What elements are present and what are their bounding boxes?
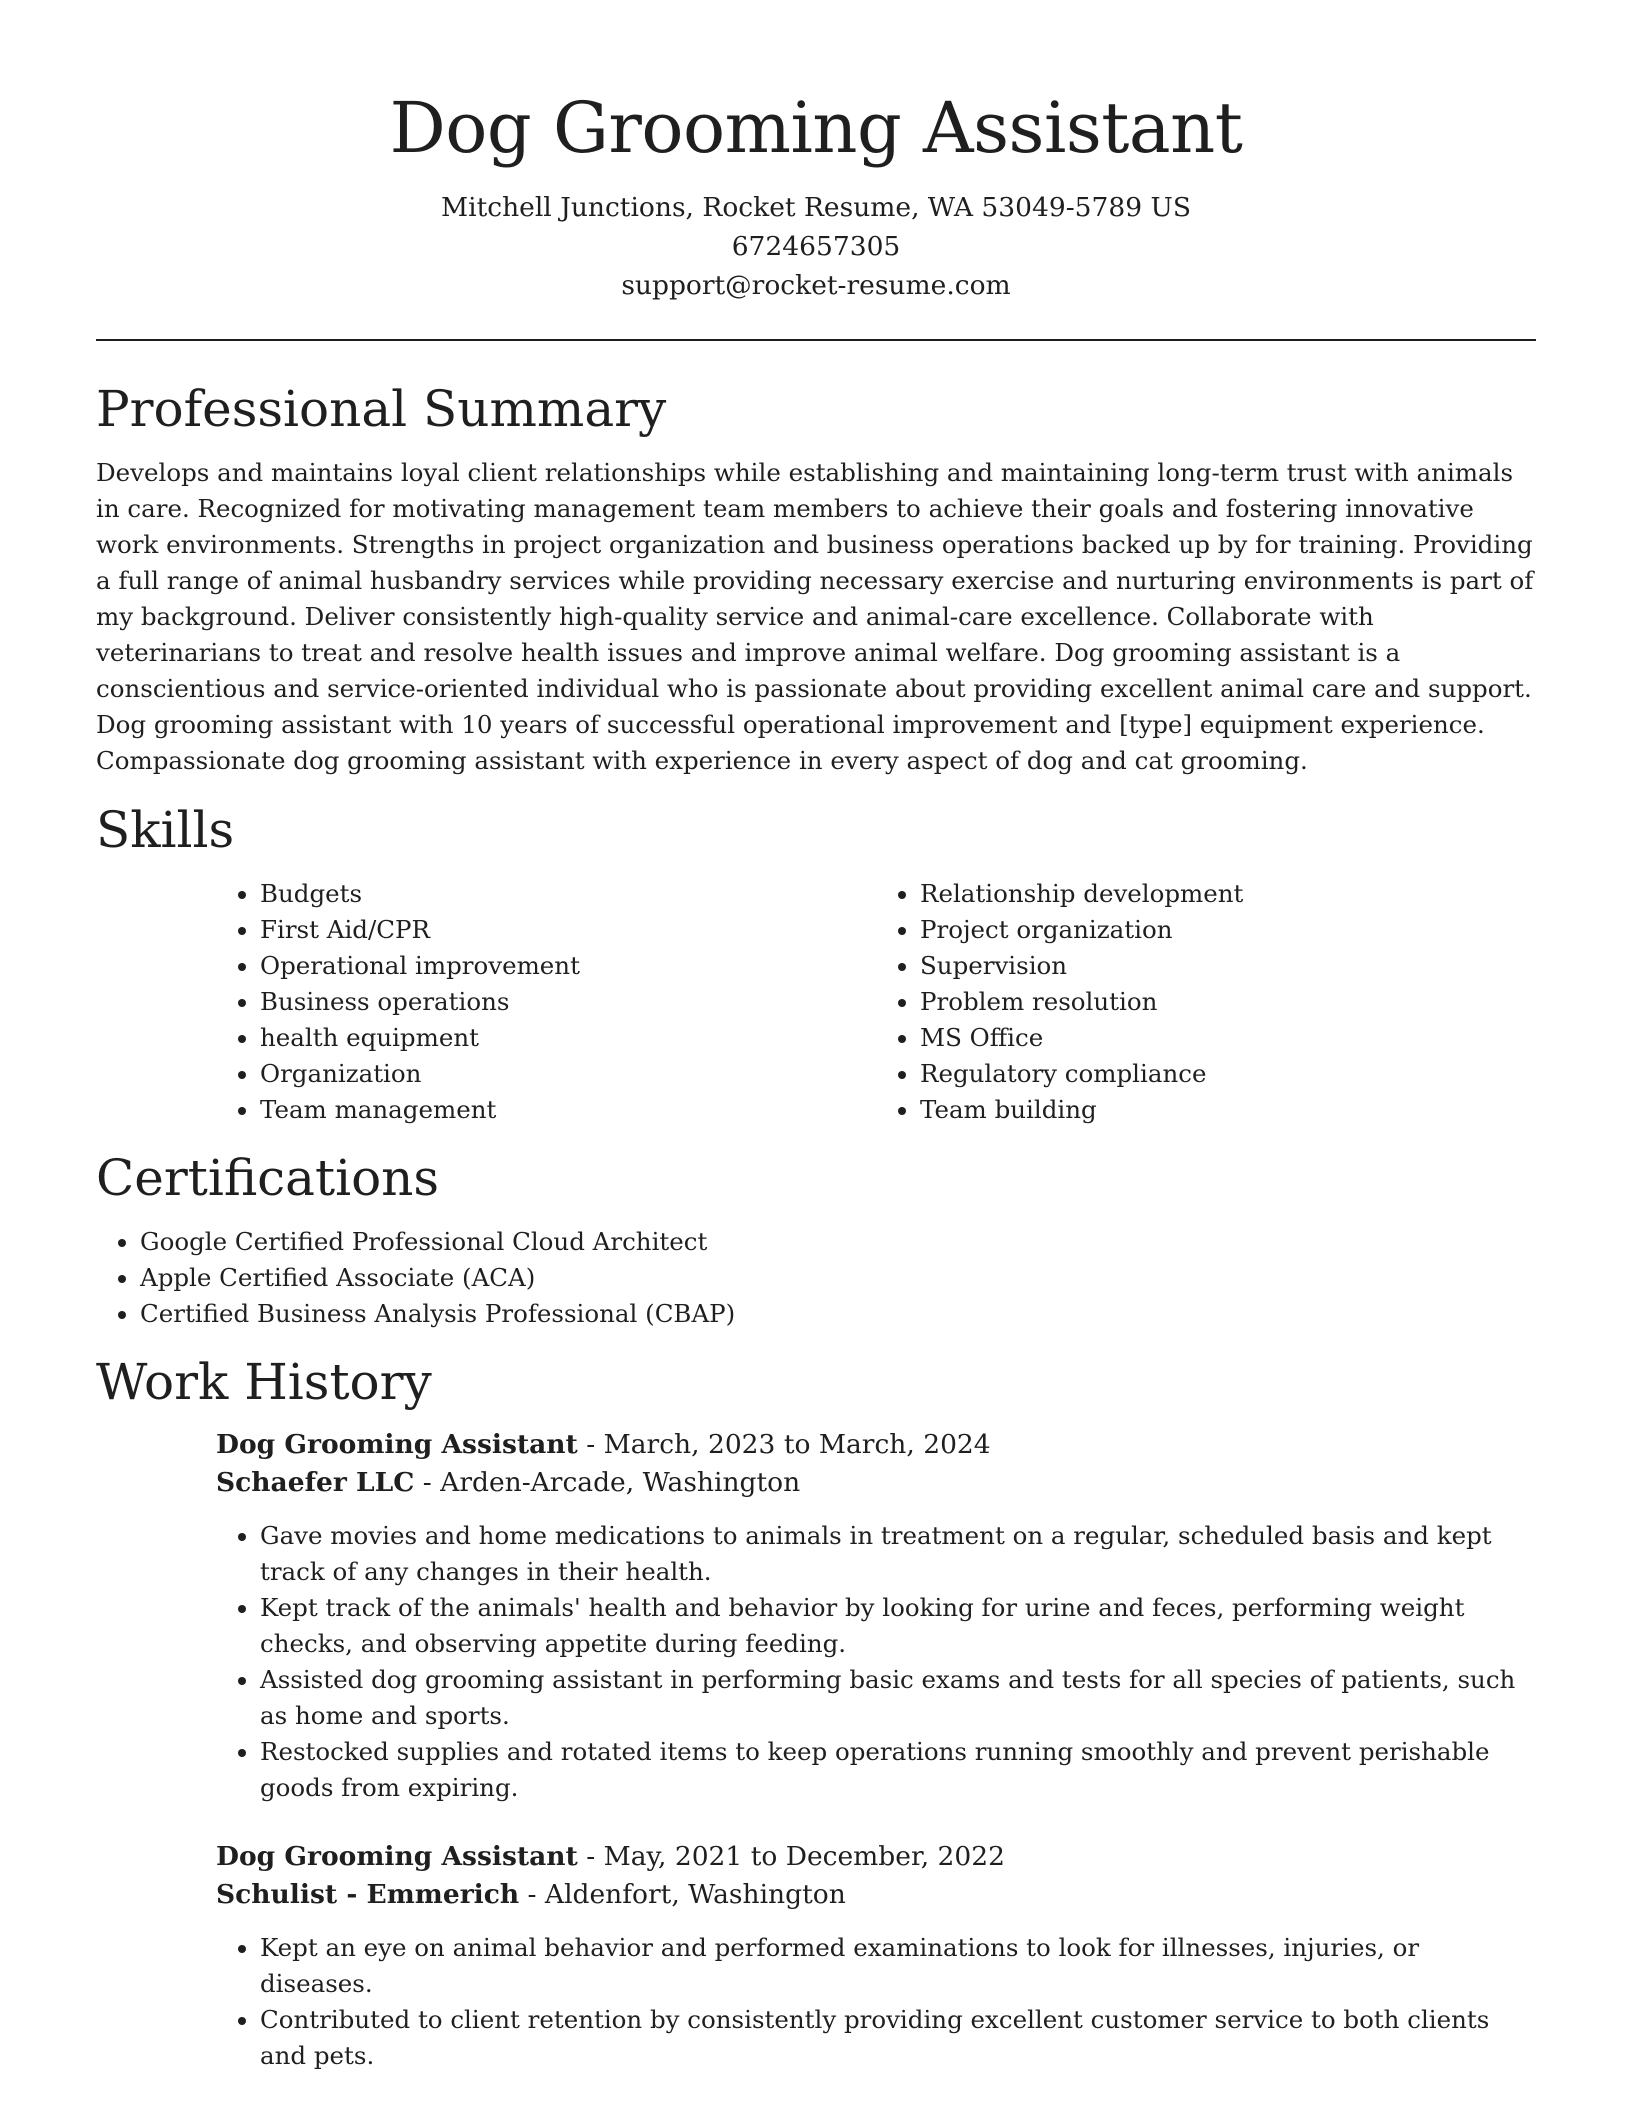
skill-item: • Business operations bbox=[260, 984, 876, 1020]
skill-item: • First Aid/CPR bbox=[260, 912, 876, 948]
job-entry bbox=[216, 1426, 1536, 1806]
job-role: Dog Grooming Assistant bbox=[216, 1429, 578, 1460]
skill-item: • Operational improvement bbox=[260, 948, 876, 984]
resume-header bbox=[96, 0, 1536, 305]
job-duty-item: • Gave movies and home medications to animals in treatment on a regular, scheduled basis and kept track of any changes in their health. bbox=[260, 1518, 1536, 1590]
summary-heading: Professional Summary bbox=[96, 380, 667, 438]
contact-email: support@rocket-resume.com bbox=[621, 270, 1011, 301]
skill-item: • Organization bbox=[260, 1056, 876, 1092]
job-duty-item: • Assisted dog grooming assistant in performing basic exams and tests for all species of patients, such as home and sports. bbox=[260, 1662, 1536, 1734]
certification-item: • Apple Certified Associate (ACA) bbox=[140, 1260, 1536, 1296]
skill-item: • Team building bbox=[920, 1092, 1536, 1128]
job-company-line bbox=[216, 1876, 1536, 1914]
job-dates: - March, 2023 to March, 2024 bbox=[577, 1429, 991, 1460]
work-history-heading: Work History bbox=[96, 1353, 432, 1411]
job-role: Dog Grooming Assistant bbox=[216, 1841, 578, 1872]
skill-item: • Project organization bbox=[920, 912, 1536, 948]
job-title-line bbox=[216, 1838, 1536, 1876]
certifications-list bbox=[96, 1224, 1536, 1332]
skill-item: • Budgets bbox=[260, 876, 876, 912]
summary-text: Develops and maintains loyal client relationships while establishing and maintaining long-term trust with animals in care. Recognized for motivating management team members to achieve their goals and fostering innovative work environments. Strengths in project organization and business operations backed up by for training. Providing a full range of animal husbandry services while providing necessary exercise and nurturing environments is part of my background. Deliver consistently high-quality service and animal-care excellence. Collaborate with veterinarians to treat and resolve health issues and improve animal welfare. Dog grooming assistant is a conscientious and service-oriented individual who is passionate about providing excellent animal care and support. Dog grooming assistant with 10 years of successful operational improvement and [type] equipment experience. Compassionate dog grooming assistant with experience in every aspect of dog and cat grooming. bbox=[96, 458, 1534, 775]
job-location: - Arden-Arcade, Washington bbox=[414, 1467, 801, 1498]
certification-item: • Google Certified Professional Cloud Architect bbox=[140, 1224, 1536, 1260]
skills-list bbox=[216, 876, 1536, 1128]
contact-address: Mitchell Junctions, Rocket Resume, WA 53049-5789 US bbox=[440, 192, 1192, 223]
job-dates: - May, 2021 to December, 2022 bbox=[577, 1841, 1005, 1872]
skills-column-left bbox=[216, 876, 876, 1128]
job-duty-item: • Restocked supplies and rotated items to keep operations running smoothly and prevent perishable goods from expiring. bbox=[260, 1734, 1536, 1806]
skill-item: • Relationship development bbox=[920, 876, 1536, 912]
candidate-name: Dog Grooming Assistant bbox=[389, 87, 1243, 169]
resume-page bbox=[96, 0, 1536, 2074]
job-company: Schulist - Emmerich bbox=[216, 1879, 520, 1910]
header-divider bbox=[96, 339, 1536, 341]
job-duties bbox=[96, 1518, 1536, 1806]
contact-phone: 6724657305 bbox=[731, 231, 901, 262]
certification-item: • Certified Business Analysis Professional (CBAP) bbox=[140, 1296, 1536, 1332]
skill-item: • Problem resolution bbox=[920, 984, 1536, 1020]
job-duty-item: • Kept an eye on animal behavior and performed examinations to look for illnesses, injuries, or diseases. bbox=[260, 1930, 1536, 2002]
job-entry bbox=[216, 1838, 1536, 2074]
skills-column-right bbox=[876, 876, 1536, 1128]
contact-block bbox=[96, 188, 1536, 305]
job-duties bbox=[96, 1930, 1536, 2074]
job-duty-item: • Kept track of the animals' health and behavior by looking for urine and feces, performing weight checks, and observing appetite during feeding. bbox=[260, 1590, 1536, 1662]
skill-item: • health equipment bbox=[260, 1020, 876, 1056]
skill-item: • Regulatory compliance bbox=[920, 1056, 1536, 1092]
skill-item: • MS Office bbox=[920, 1020, 1536, 1056]
job-title-line bbox=[216, 1426, 1536, 1464]
skills-heading: Skills bbox=[96, 801, 235, 859]
certifications-heading: Certifications bbox=[96, 1149, 440, 1207]
skill-item: • Team management bbox=[260, 1092, 876, 1128]
skill-item: • Supervision bbox=[920, 948, 1536, 984]
job-duty-item: • Contributed to client retention by consistently providing excellent customer service to both clients and pets. bbox=[260, 2002, 1536, 2074]
job-company: Schaefer LLC bbox=[216, 1467, 415, 1498]
job-location: - Aldenfort, Washington bbox=[519, 1879, 846, 1910]
job-company-line bbox=[216, 1464, 1536, 1502]
